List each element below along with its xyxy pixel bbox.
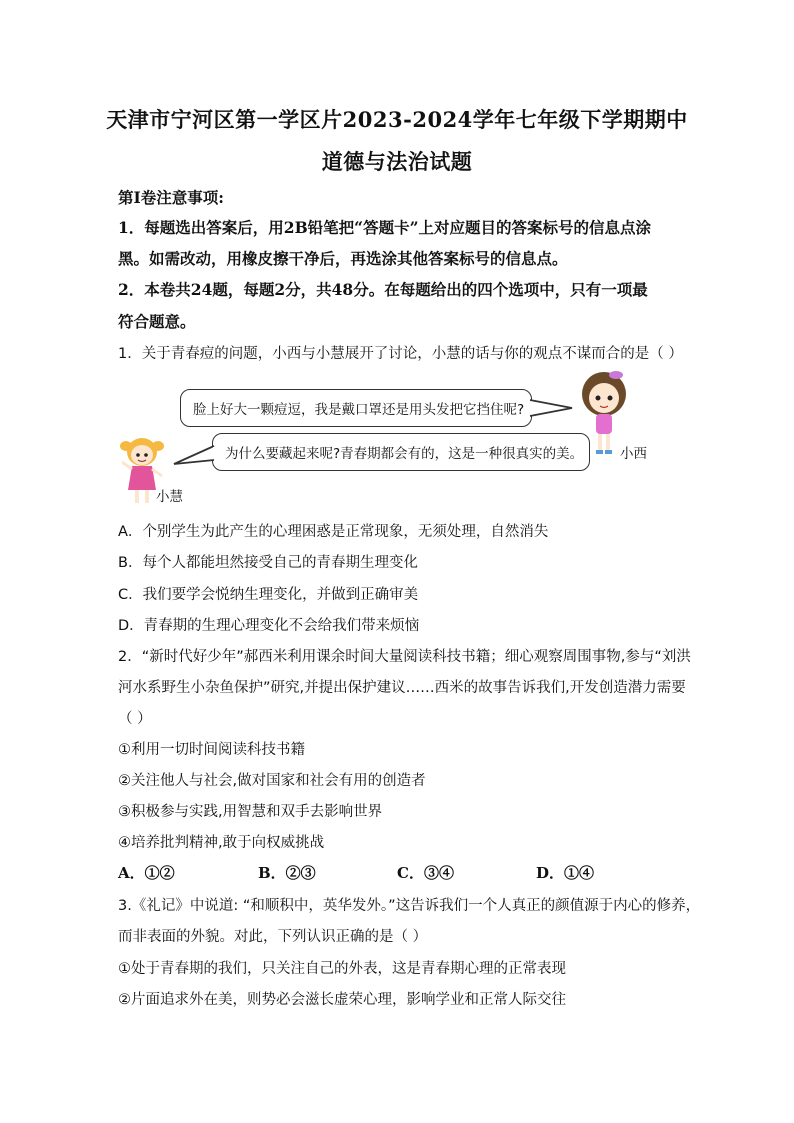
question-2-statement-3: ③积极参与实践,用智慧和双手去影响世界 (118, 804, 383, 820)
question-2-statement-1: ①利用一切时间阅读科技书籍 (118, 742, 305, 758)
instruction-2-line-1: 2．本卷共24题，每题2分，共48分。在每题给出的四个选项中，只有一项最 (118, 280, 648, 299)
question-2-option-d: D．①④ (536, 864, 595, 882)
speech-bubble-xiaohui (212, 433, 590, 471)
question-3-statement-1: ①处于青春期的我们，只关注自己的外表，这是青春期心理的正常表现 (118, 961, 566, 977)
name-label-xixi: 小西 (620, 446, 647, 462)
question-2-option-a: A．①② (118, 864, 175, 882)
question-1-option-a: A．个别学生为此产生的心理困惑是正常现象，无须处理，自然消失 (118, 524, 549, 540)
bubble-tail-xixi (528, 396, 576, 420)
speech-bubble-xixi (180, 389, 532, 427)
instruction-1-line-1: 1．每题选出答案后，用2B铅笔把“答题卡”上对应题目的答案标号的信息点涂 (118, 218, 652, 237)
question-2-stem-line-1: 2．“新时代好少年”郝西米利用课余时间大量阅读科技书籍；细心观察周围事物,参与“刘洪 (118, 649, 691, 665)
question-2-stem-line-3: （ ） (118, 711, 152, 727)
question-2-stem-line-2: 河水系野生小杂鱼保护”研究,并提出保护建议……西米的故事告诉我们,开发创造潜力需要 (118, 680, 686, 696)
question-2-option-b: B．②③ (258, 864, 316, 882)
question-1-option-d: D．青春期的生理心理变化不会给我们带来烦恼 (118, 618, 420, 634)
exam-title-line-1: 天津市宁河区第一学区片2023-2024学年七年级下学期期中 (106, 107, 688, 132)
bubble-tail-xiaohui (172, 442, 216, 468)
instruction-2-line-2: 符合题意。 (118, 312, 196, 331)
instructions-heading: 第I卷注意事项: (118, 188, 224, 207)
question-2-option-c: C．③④ (397, 864, 454, 882)
question-1-stem: 1．关于青春痘的问题，小西与小慧展开了讨论，小慧的话与你的观点不谋而合的是（ ） (118, 346, 683, 362)
question-3-stem-line-1: 3.《礼记》中说道: “和顺积中，英华发外。”这告诉我们一个人真正的颜值源于内心的修养， (118, 898, 701, 914)
question-3-stem-line-2: 而非表面的外貌。对此，下列认识正确的是（ ） (118, 929, 428, 945)
speech-text-xiaohui: 为什么要藏起来呢?青春期都会有的，这是一种很真实的美。 (225, 446, 584, 462)
question-3-statement-2: ②片面追求外在美，则势必会滋长虚荣心理，影响学业和正常人际交往 (118, 992, 566, 1008)
question-2-statement-2: ②关注他人与社会,做对国家和社会有用的创造者 (118, 773, 426, 789)
question-1-option-b: B．每个人都能坦然接受自己的青春期生理变化 (118, 555, 418, 571)
question-2-statement-4: ④培养批判精神,敢于向权威挑战 (118, 835, 325, 851)
exam-title-line-2: 道德与法治试题 (321, 149, 473, 174)
question-1-option-c: C．我们要学会悦纳生理变化，并做到正确审美 (118, 587, 419, 603)
name-label-xiaohui: 小慧 (156, 489, 183, 505)
speech-text-xixi: 脸上好大一颗痘逗，我是戴口罩还是用头发把它挡住呢? (193, 402, 525, 418)
instruction-1-line-2: 黑。如需改动，用橡皮擦干净后，再选涂其他答案标号的信息点。 (118, 249, 568, 268)
